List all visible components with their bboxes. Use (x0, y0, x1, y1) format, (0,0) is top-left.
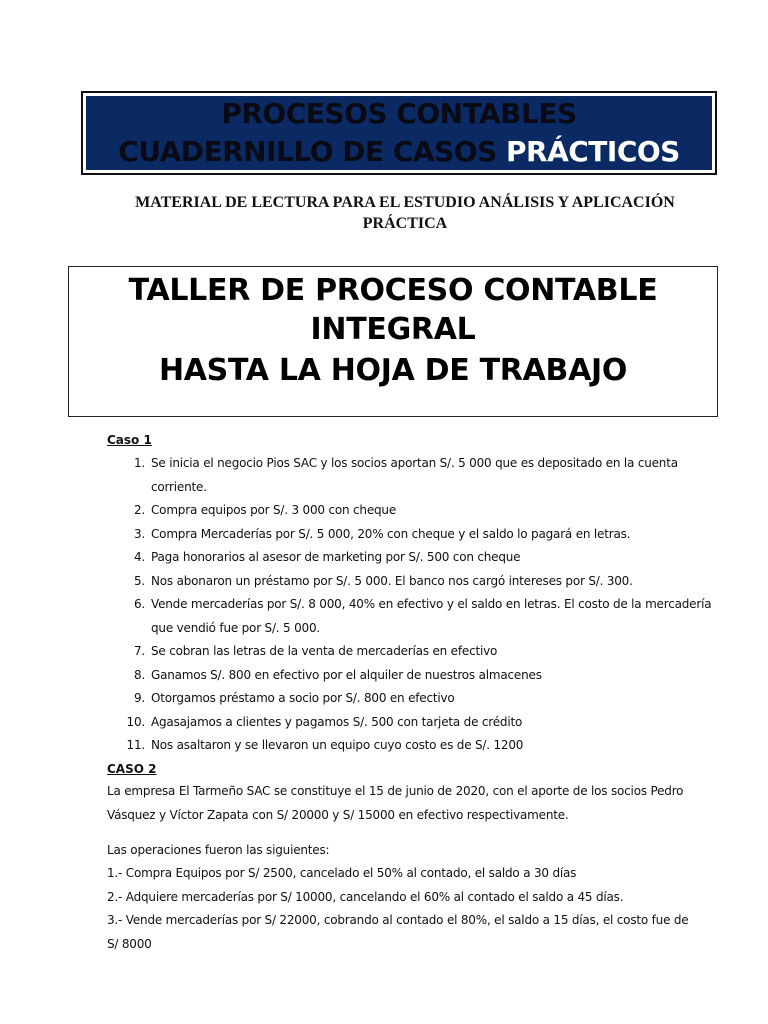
list-item (107, 593, 727, 640)
list-item-number: 3. (133, 526, 145, 541)
list-item (107, 734, 727, 758)
list-item-number: 2. (133, 503, 145, 517)
caso1-list (107, 452, 727, 758)
banner-title-line2-light: PRÁCTICOS (506, 135, 680, 168)
list-item (107, 499, 727, 523)
list-item-text: Se cobran las letras de la venta de mercaderías en efectivo (151, 644, 498, 658)
list-item: 1.- Compra Equipos por S/ 2500, cancelado el 50% al contado, el saldo a 30 días (107, 866, 577, 880)
list-item-number: 6. (133, 597, 145, 611)
caso2-heading: CASO 2 (107, 762, 157, 776)
banner-title-line2 (83, 135, 715, 168)
list-item: 3.- Vende mercaderías por S/ 22000, cobrando al contado el 80%, el saldo a 15 días, el costo fue de S/ 8000 (107, 913, 689, 951)
caso2-operations-list (107, 862, 697, 956)
list-item-text: Vende mercaderías por S/. 8 000, 40% en efectivo y el saldo en letras. El costo de la mercadería que vendió fue por S/. 5 000. (151, 597, 712, 635)
list-item-number: 11. (126, 738, 145, 752)
list-item-text: Nos abonaron un préstamo por S/. 5 000. El banco nos cargó intereses por S/. 300. (151, 573, 633, 588)
workshop-title-box (68, 266, 718, 417)
list-item (107, 452, 727, 499)
list-item-text: Compra Mercaderías por S/. 5 000, 20% con cheque y el saldo lo pagará en letras. (151, 526, 631, 541)
list-item-number: 7. (133, 644, 145, 658)
caso1-heading: Caso 1 (107, 433, 152, 447)
list-item (107, 546, 727, 570)
workshop-title-line1: TALLER DE PROCESO CONTABLE (128, 273, 658, 308)
list-item: 2.- Adquiere mercaderías por S/ 10000, cancelando el 60% al contado el saldo a 45 días. (107, 889, 624, 904)
list-item-text: Ganamos S/. 800 en efectivo por el alquiler de nuestros almacenes (151, 667, 542, 682)
list-item (107, 687, 727, 711)
list-item-number: 10. (126, 714, 145, 729)
list-item-number: 5. (133, 573, 145, 588)
list-item (107, 570, 727, 594)
list-item (107, 711, 727, 735)
list-item (107, 523, 727, 547)
document-banner (81, 91, 717, 175)
list-item-number: 4. (133, 550, 145, 564)
workshop-title-line3: HASTA LA HOJA DE TRABAJO (158, 353, 628, 388)
list-item-text: Agasajamos a clientes y pagamos S/. 500 con tarjeta de crédito (151, 714, 523, 729)
list-item (107, 664, 727, 688)
list-item-number: 1. (133, 456, 145, 470)
list-item-text: Paga honorarios al asesor de marketing por S/. 500 con cheque (151, 550, 521, 564)
list-item (107, 640, 727, 664)
list-item-text: Compra equipos por S/. 3 000 con cheque (151, 503, 397, 517)
document-subtitle: MATERIAL DE LECTURA PARA EL ESTUDIO ANÁLISIS Y APLICACIÓN PRÁCTICA (135, 194, 675, 232)
caso2-operations-label: Las operaciones fueron las siguientes: (107, 843, 330, 857)
list-item-number: 9. (133, 691, 145, 705)
list-item-text: Nos asaltaron y se llevaron un equipo cuyo costo es de S/. 1200 (151, 738, 524, 752)
workshop-title-line2: INTEGRAL (310, 312, 476, 347)
list-item-text: Se inicia el negocio Pios SAC y los socios aportan S/. 5 000 que es depositado en la cuenta corriente. (151, 456, 678, 494)
caso2-intro: La empresa El Tarmeño SAC se constituye el 15 de junio de 2020, con el aporte de los socios Pedro Vásquez y Víctor Zapata con S/ 20000 y S/ 15000 en efectivo respectivamente. (107, 784, 684, 822)
list-item-number: 8. (133, 667, 145, 682)
banner-title-line2-dark: CUADERNILLO DE CASOS (118, 135, 497, 168)
banner-title-line1: PROCESOS CONTABLES (221, 97, 577, 130)
list-item-text: Otorgamos préstamo a socio por S/. 800 en efectivo (151, 691, 455, 705)
